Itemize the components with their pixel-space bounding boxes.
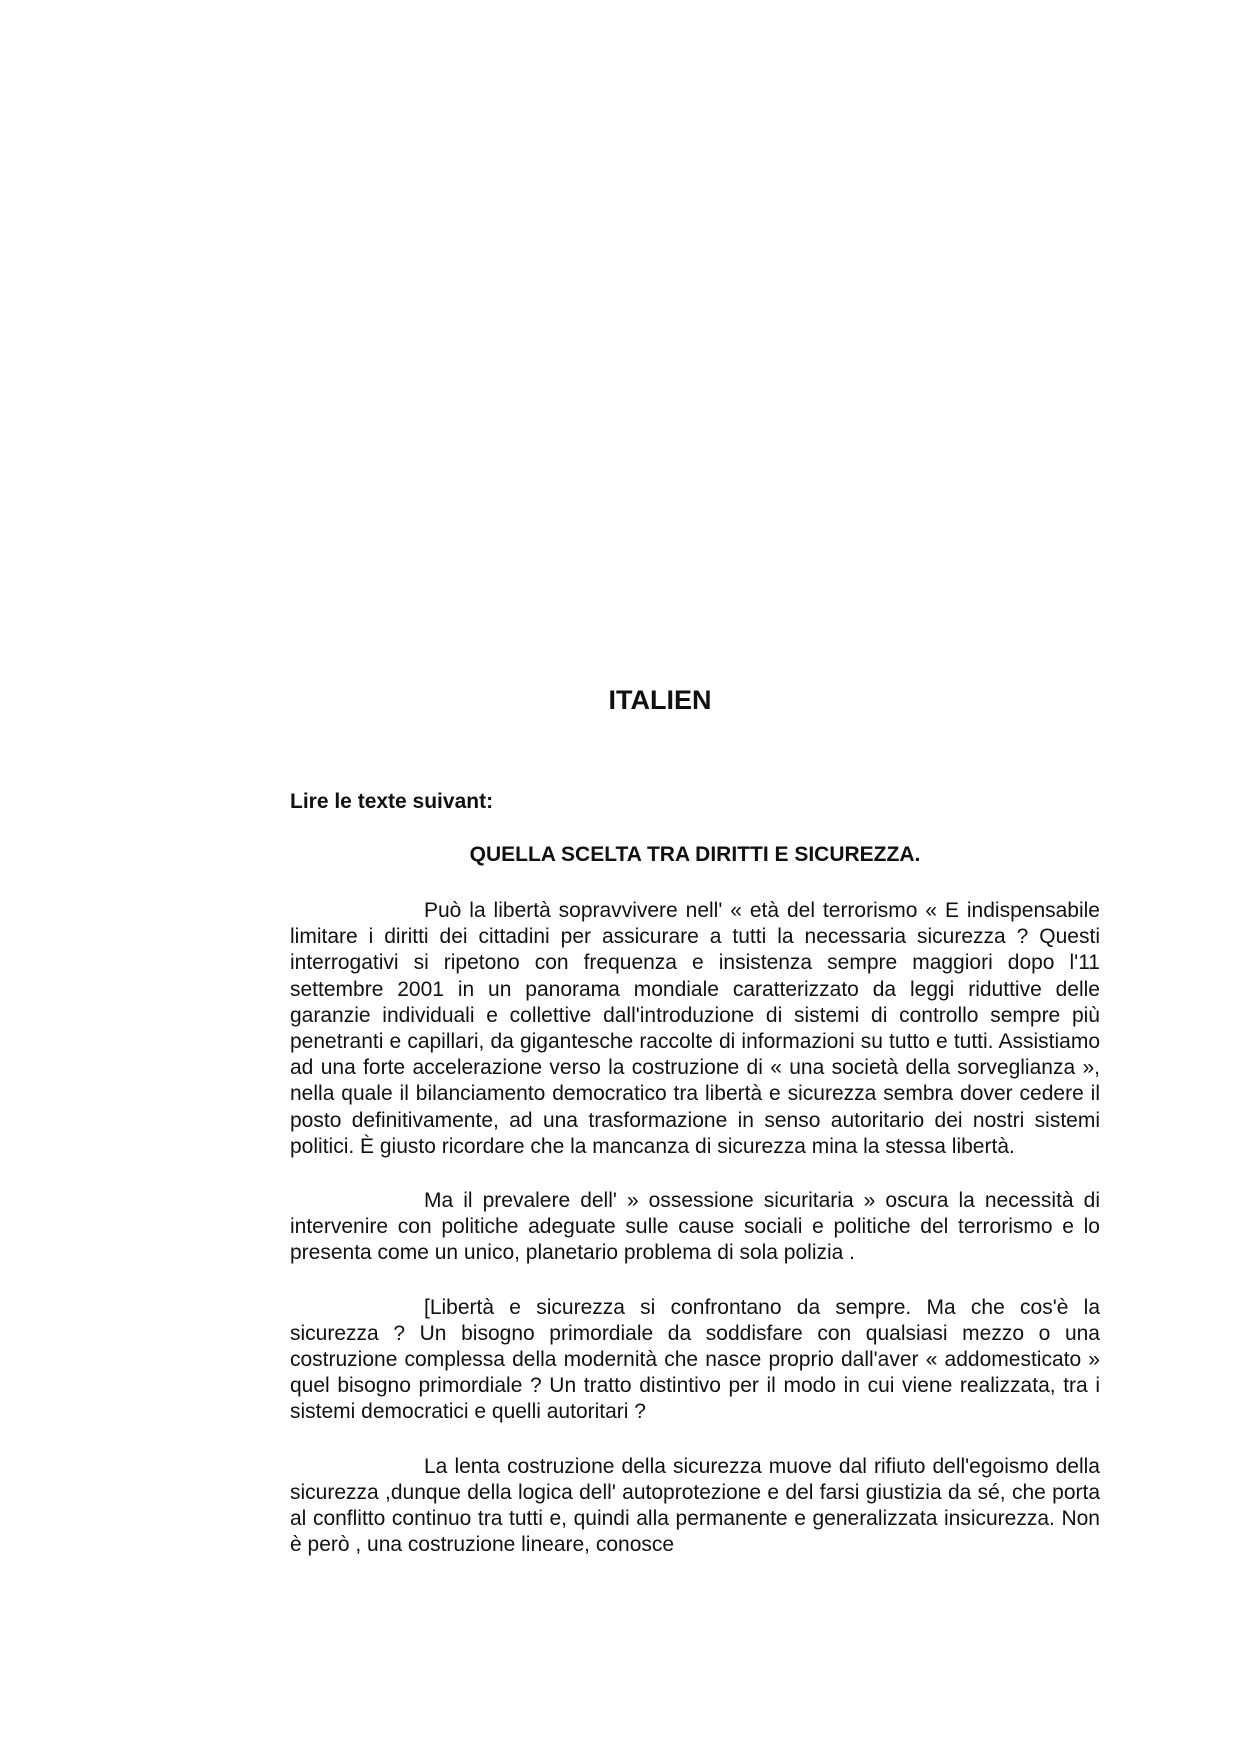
instruction-text: Lire le texte suivant: (290, 790, 494, 813)
document-heading: ITALIEN (608, 685, 712, 715)
article-body (290, 898, 1100, 1586)
paragraph: [Libertà e sicurezza si confrontano da sempre. Ma che cos'è la sicurezza ? Un bisogno primordiale da soddisfare con qualsiasi mezzo o una costruzione complessa della modernità che nasce proprio dall'aver « addomesticato » quel bisogno primordiale ? Un tratto distintivo per il modo in cui viene realizzata, tra i sistemi democratici e quelli autoritari ? (290, 1295, 1100, 1424)
paragraph: Ma il prevalere dell' » ossessione sicuritaria » oscura la necessità di intervenire con politiche adeguate sulle cause sociali e politiche del terrorismo e lo presenta come un unico, planetario problema di sola polizia . (290, 1189, 1100, 1265)
paragraph: La lenta costruzione della sicurezza muove dal rifiuto dell'egoismo della sicurezza ,dunque della logica dell' autoprotezione e del farsi giustizia da sé, che porta al conflitto continuo tra tutti e, quindi alla permanente e generalizzata insicurezza. Non è però , una costruzione lineare, conosce (290, 1454, 1100, 1557)
article-title: QUELLA SCELTA TRA DIRITTI E SICUREZZA. (469, 843, 921, 866)
paragraph: Può la libertà sopravvivere nell' « età del terrorismo « E indispensabile limitare i diritti dei cittadini per assicurare a tutti la necessaria sicurezza ? Questi interrogativi si ripetono con frequenza e insistenza sempre maggiori dopo l'11 settembre 2001 in un panorama mondiale caratterizzato da leggi riduttive delle garanzie individuali e collettive dall'introduzione di sistemi di controllo sempre più penetranti e capillari, da gigantesche raccolte di informazioni su tutto e tutti. Assistiamo ad una forte accelerazione verso la costruzione di « una società della sorveglianza », nella quale il bilanciamento democratico tra libertà e sicurezza sembra dover cedere il posto definitivamente, ad una trasformazione in senso autoritario dei nostri sistemi politici. È giusto ricordare che la mancanza di sicurezza mina la stessa libertà. (290, 899, 1100, 1158)
